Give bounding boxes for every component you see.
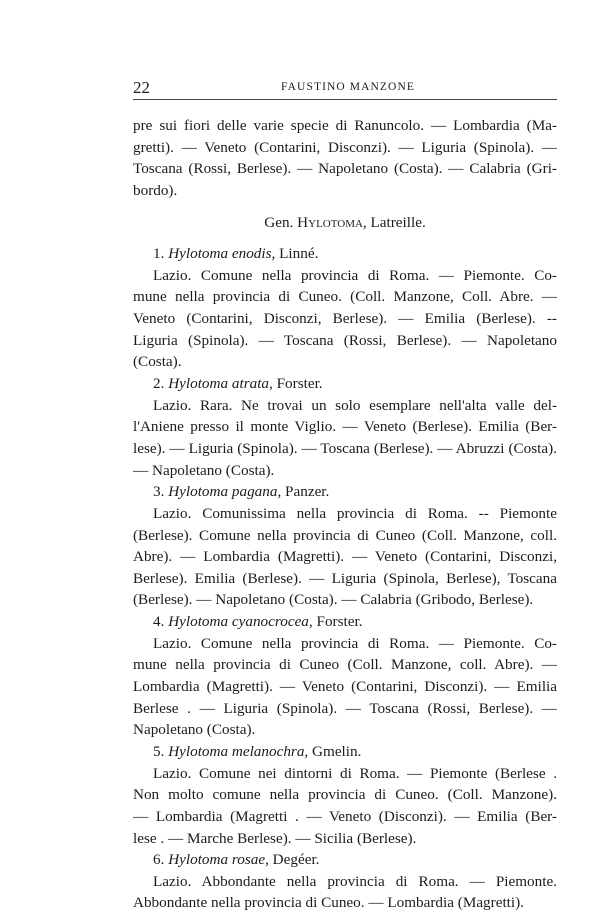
text-line: Berlese . — Liguria (Spinola). — Toscana (Rossi, Berlese). — xyxy=(133,699,557,717)
genus-name: Hylotoma, xyxy=(297,213,367,231)
text-line: bordo). xyxy=(133,181,178,199)
page-header xyxy=(133,78,557,98)
species-author: Panzer. xyxy=(285,483,330,501)
text-line: Non molto comune nella provincia di Cuneo. (Coll. Manzone). xyxy=(133,786,557,804)
species-title xyxy=(133,849,557,871)
genus-author: Latreille. xyxy=(370,213,426,231)
species-number: 2. xyxy=(153,375,165,393)
text-line: gretti). — Veneto (Contarini, Disconzi). — Liguria (Spinola). — xyxy=(133,138,557,156)
genus-heading xyxy=(133,212,557,234)
text-line: Lazio. Abbondante nella provincia di Roma. — Piemonte. xyxy=(153,872,557,890)
text-line: Lazio. Comunissima nella provincia di Roma. -- Piemonte xyxy=(153,504,557,522)
species-title xyxy=(133,373,557,395)
species-author: Forster. xyxy=(316,613,363,631)
text-line: mune nella provincia di Cuneo (Coll. Manzone, coll. Abre). — xyxy=(133,656,557,674)
text-line: Lazio. Rara. Ne trovai un solo esemplare nell'alta valle del- xyxy=(153,396,557,414)
text-line: Abbondante nella provincia di Cuneo. — Lombardia (Magretti). xyxy=(133,894,524,912)
species-author: Degéer. xyxy=(272,851,320,869)
text-line: — Napoletano (Costa). xyxy=(133,461,275,479)
species-title xyxy=(133,243,557,265)
running-head: FAUSTINO MANZONE xyxy=(281,81,415,93)
species-author: Linné. xyxy=(279,245,319,263)
text-line: (Berlese). Comune nella provincia di Cuneo (Coll. Manzone, coll. xyxy=(133,526,557,544)
text-line: Abre). — Lombardia (Magretti). — Veneto (Contarini, Disconzi, xyxy=(133,548,557,566)
text-line: Veneto (Contarini, Disconzi, Berlese). — Emilia (Berlese). -- xyxy=(133,310,557,328)
text-line: lese . — Marche Berlese). — Sicilia (Berlese). xyxy=(133,829,417,847)
text-line: Liguria (Spinola). — Toscana (Rossi, Berlese). — Napoletano xyxy=(133,331,557,349)
species-name: Hylotoma cyanocrocea, xyxy=(168,613,313,631)
species-number: 6. xyxy=(153,851,165,869)
species-name: Hylotoma melanochra, xyxy=(168,742,309,760)
text-line: lese). — Liguria (Spinola). — Toscana (Berlese). — Abruzzi (Costa). xyxy=(133,439,557,457)
text-line: (Berlese). — Napoletano (Costa). — Calabria (Gribodo, Berlese). xyxy=(133,591,534,609)
species-author: Gmelin. xyxy=(312,742,362,760)
page-number: 22 xyxy=(133,78,150,97)
species-name: Hylotoma rosae, xyxy=(168,851,269,869)
header-rule xyxy=(133,99,557,100)
species-number: 3. xyxy=(153,483,165,501)
species-number: 5. xyxy=(153,742,165,760)
text-line: pre sui fiori delle varie specie di Ranuncolo. — Lombardia (Ma- xyxy=(133,117,557,134)
genus-prefix: Gen. xyxy=(264,213,294,231)
text-line: (Costa). xyxy=(133,353,182,371)
text-line: Lazio. Comune nella provincia di Roma. — Piemonte. Co- xyxy=(153,634,557,652)
species-title xyxy=(133,481,557,503)
text-line: — Lombardia (Magretti . — Veneto (Disconzi). — Emilia (Ber- xyxy=(133,807,557,825)
text-line: Lazio. Comune nei dintorni di Roma. — Piemonte (Berlese . xyxy=(153,764,557,782)
text-line: Lazio. Comune nella provincia di Roma. — Piemonte. Co- xyxy=(153,266,557,284)
text-line: Lombardia (Magretti). — Veneto (Contarini, Disconzi). — Emilia xyxy=(133,678,557,696)
species-title xyxy=(133,741,557,763)
text-line: Toscana (Rossi, Berlese). — Napoletano (Costa). — Calabria (Gri- xyxy=(133,160,557,178)
species-name: Hylotoma atrata, xyxy=(168,375,273,393)
text-line: l'Aniene presso il monte Viglio. — Veneto (Berlese). Emilia (Ber- xyxy=(133,418,557,436)
text-line: Napoletano (Costa). xyxy=(133,721,256,739)
species-name: Hylotoma enodis, xyxy=(168,245,276,263)
text-line: Berlese). Emilia (Berlese). — Liguria (Spinola, Berlese), Toscana xyxy=(133,569,557,587)
species-author: Forster. xyxy=(276,375,323,393)
species-title xyxy=(133,611,557,633)
text-line: mune nella provincia di Cuneo. (Coll. Manzone, Coll. Abre. — xyxy=(133,288,557,306)
species-name: Hylotoma pagana, xyxy=(168,483,282,501)
species-number: 4. xyxy=(153,613,165,631)
body-text xyxy=(133,115,557,914)
species-number: 1. xyxy=(153,245,165,263)
